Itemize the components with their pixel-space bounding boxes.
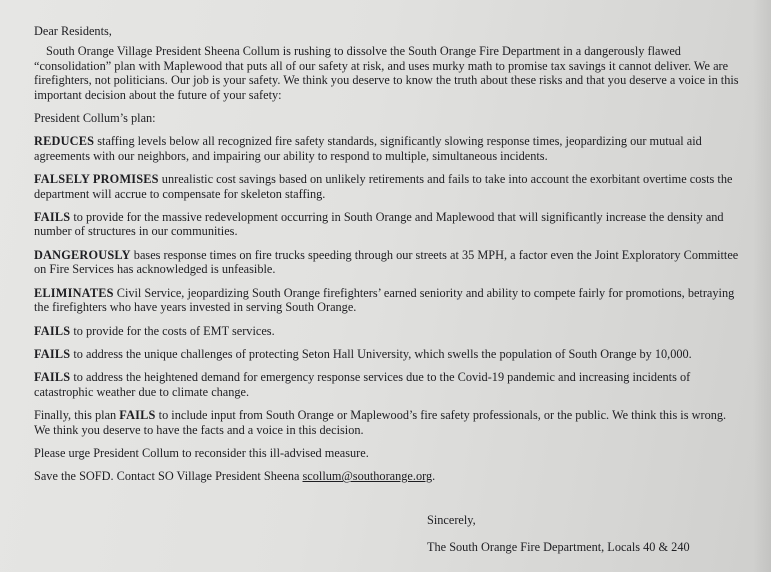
plan-point-fails-redevelopment: [34, 210, 739, 239]
point-keyword: REDUCES: [34, 134, 95, 149]
point-text: to address the unique challenges of protecting Seton Hall University, which swells the population of South Orange by 10,000.: [70, 346, 692, 361]
contact-text: Save the SOFD. Contact SO Village President Sheena: [34, 469, 303, 484]
point-keyword: FALSELY PROMISES: [34, 172, 159, 187]
finally-before: Finally, this plan: [34, 408, 120, 423]
point-text: to provide for the massive redevelopment occurring in South Orange and Maplewood that will significantly increase the density and number of structures in our communities.: [34, 210, 724, 239]
plan-point-eliminates: [34, 286, 739, 315]
plan-point-falsely-promises: [34, 172, 739, 201]
point-keyword: ELIMINATES: [34, 285, 114, 300]
page-shadow: [753, 0, 771, 572]
point-keyword: FAILS: [34, 370, 71, 385]
finally-after: to include input from South Orange or Maplewood’s fire safety professionals, or the public. We think this is wrong. We think you deserve to have the facts and a voice in this decision.: [34, 408, 727, 437]
plan-heading: President Collum’s plan:: [34, 111, 156, 126]
point-text: bases response times on fire trucks speeding through our streets at 35 MPH, a factor even the Joint Exploratory Committee on Fire Services has acknowledged is unfeasible.: [34, 247, 739, 277]
plan-point-fails-emt: [34, 324, 739, 338]
point-text: staffing levels below all recognized fire safety standards, significantly slowing response times, jeopardizing our mutual aid agreements with our neighbors, and impairing our ability to respond to multiple, simultaneous incidents.: [34, 134, 702, 163]
finally-keyword: FAILS: [119, 408, 156, 423]
contact-paragraph: [34, 469, 739, 483]
point-keyword: FAILS: [34, 323, 71, 338]
intro-paragraph: South Orange Village President Sheena Collum is rushing to dissolve the South Orange Fire Department in a dangerously flawed “consolidation” plan with Maplewood that puts all of our safety at risk, and uses murky math to promise tax savings it cannot deliver. We are firefighters, not politicians. Our job is your safety. We think you deserve to know the truth about these risks and that you deserve a voice in this important decision about the future of your safety:: [34, 44, 739, 102]
signature: The South Orange Fire Department, Locals 40 & 240: [427, 540, 690, 555]
urge-paragraph: Please urge President Collum to reconsider this ill-advised measure.: [34, 445, 369, 460]
point-keyword: FAILS: [34, 346, 71, 361]
point-keyword: FAILS: [34, 210, 71, 225]
point-text: unrealistic cost savings based on unlikely retirements and fails to take into account the exorbitant overtime costs the department will accrue to compensate for skeleton staffing.: [34, 172, 733, 201]
plan-point-fails-seton-hall: [34, 347, 739, 361]
point-text: to address the heightened demand for emergency response services due to the Covid-19 pandemic and increasing incidents of catastrophic weather due to climate change.: [34, 370, 691, 399]
plan-point-reduces: [34, 134, 739, 163]
contact-email-link[interactable]: scollum@southorange.org: [302, 469, 433, 484]
point-text: to provide for the costs of EMT services.: [70, 323, 275, 338]
finally-paragraph: [34, 408, 739, 437]
contact-end: .: [432, 469, 436, 484]
closing-block: [427, 513, 690, 555]
salutation: Dear Residents,: [34, 24, 112, 38]
plan-point-dangerously: [34, 248, 739, 277]
point-text: Civil Service, jeopardizing South Orange firefighters’ earned seniority and ability to compete fairly for promotions, betraying the firefighters who have years invested in serving South Orange.: [34, 285, 735, 315]
point-keyword: DANGEROUSLY: [34, 247, 131, 262]
plan-point-fails-emergency: [34, 370, 739, 399]
closing-sincerely: Sincerely,: [427, 513, 476, 527]
